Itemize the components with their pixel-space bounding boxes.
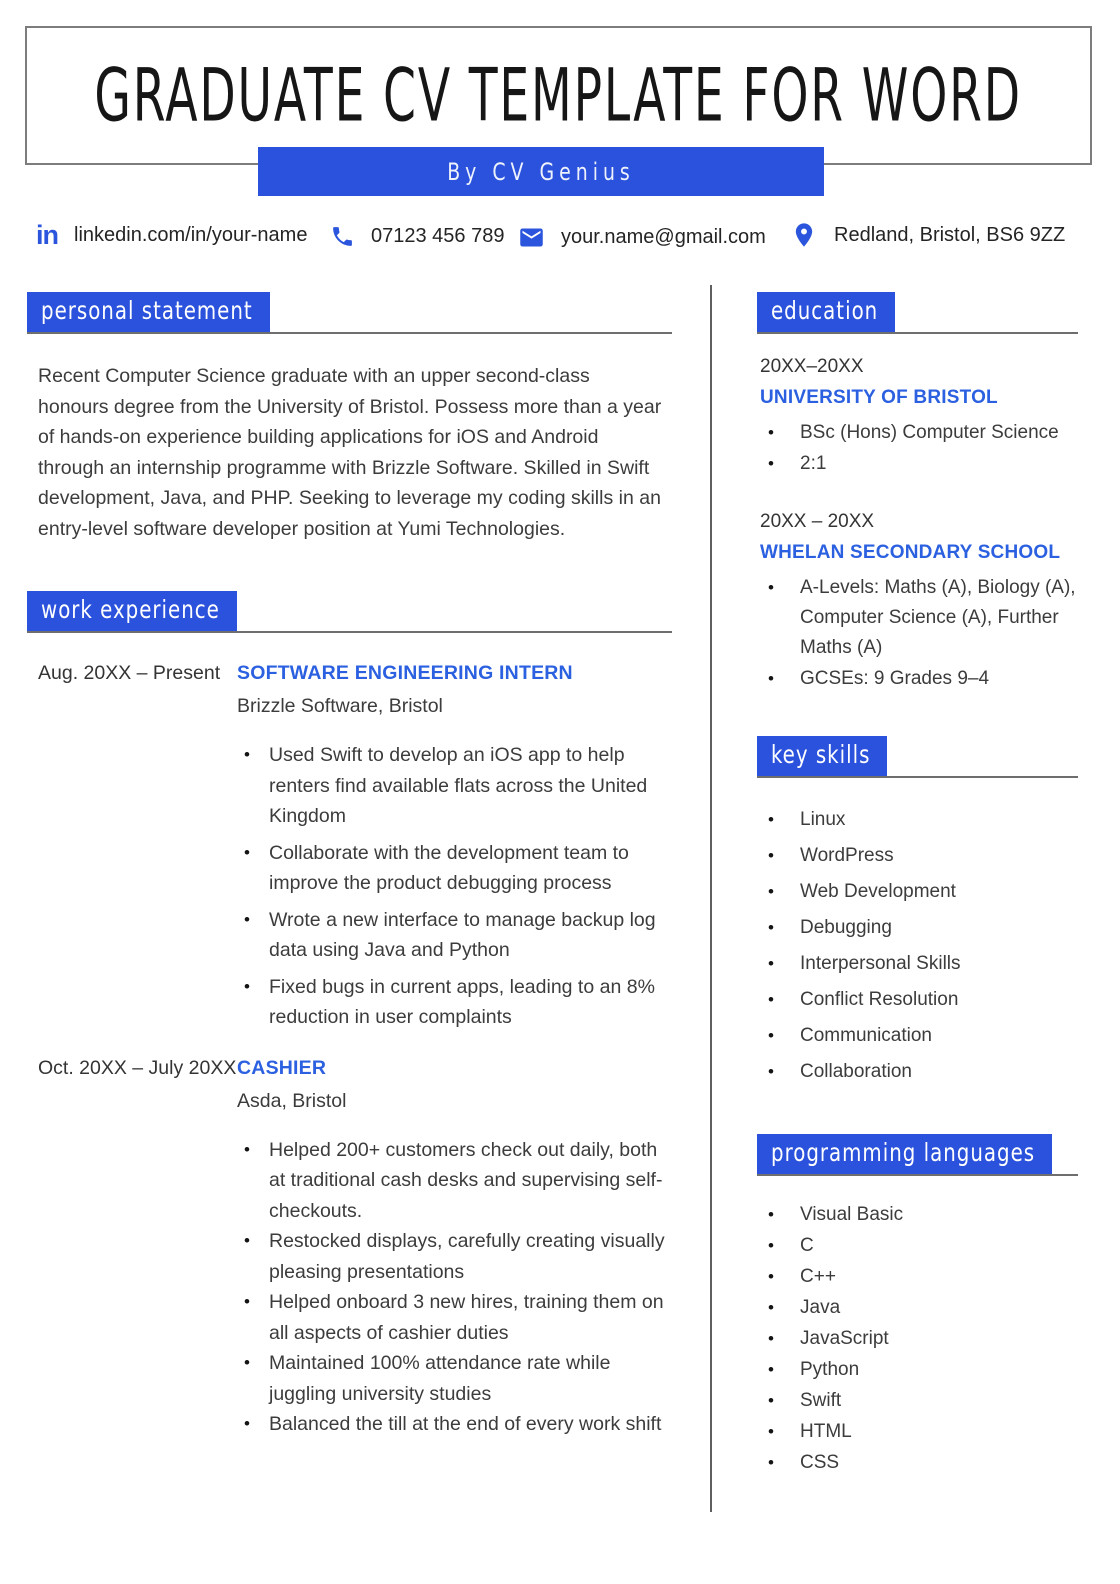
list-item-text: Linux <box>800 809 846 830</box>
list-item <box>237 1226 672 1287</box>
list-item <box>757 1386 1078 1416</box>
list-item-text: Conflict Resolution <box>800 989 959 1010</box>
list-item <box>757 1200 1078 1230</box>
job-entry <box>27 662 672 1039</box>
list-item-text: Debugging <box>800 917 892 938</box>
list-item <box>757 985 1078 1015</box>
list-item-text: Swift <box>800 1390 842 1411</box>
location-pin-icon <box>790 221 818 249</box>
list-item <box>757 664 1078 694</box>
bullet-icon: • <box>768 423 774 442</box>
education-dates: 20XX–20XX <box>760 356 864 377</box>
bullet-icon: • <box>768 882 774 901</box>
left-column <box>27 292 672 1440</box>
phone-icon <box>330 224 355 249</box>
list-item <box>757 1448 1078 1478</box>
education-school: UNIVERSITY OF BRISTOL <box>760 387 998 408</box>
bullet-icon: • <box>244 842 250 862</box>
list-item-text: 2:1 <box>800 453 827 474</box>
education-entry <box>757 356 1078 479</box>
list-item-text: Maintained 100% attendance rate while juggling university studies <box>269 1352 611 1405</box>
bullet-icon: • <box>768 918 774 937</box>
education-bullet-list <box>757 418 1078 479</box>
section-header-personal-statement <box>27 292 672 334</box>
bullet-icon: • <box>768 1267 774 1286</box>
job-company: Asda, Bristol <box>237 1089 347 1112</box>
job-bullet-list <box>237 740 672 1033</box>
section-tag-label: personal statement <box>41 297 253 326</box>
list-item-text: C++ <box>800 1266 836 1287</box>
bullet-icon: • <box>244 1353 250 1372</box>
list-item-text: WordPress <box>800 845 894 866</box>
list-item <box>757 1021 1078 1051</box>
section-tag <box>27 591 237 631</box>
list-item-text: Used Swift to develop an iOS app to help renters find available flats across the United Kingdom <box>269 744 648 827</box>
list-item-text: Communication <box>800 1025 932 1046</box>
personal-statement-body: Recent Computer Science graduate with an upper second-class honours degree from the University of Bristol. Possess more than a year of hands-on experience building applications for iOS and Android through an internship programme with Brizzle Software. Skilled in Swift development, Java, and PHP. Seeking to leverage my coding skills in an entry-level software developer position at Yumi Technologies. <box>38 365 662 540</box>
list-item-text: C <box>800 1235 814 1256</box>
list-item-text: Python <box>800 1359 860 1380</box>
byline-banner <box>258 147 824 196</box>
contact-phone <box>330 224 504 249</box>
bullet-icon: • <box>768 990 774 1009</box>
list-item <box>757 841 1078 871</box>
list-item-text: Web Development <box>800 881 956 902</box>
list-item-text: Wrote a new interface to manage backup log data using Java and Python <box>269 908 656 961</box>
list-item <box>757 1231 1078 1261</box>
section-tag <box>757 292 895 332</box>
bullet-icon: • <box>244 1292 250 1311</box>
job-title: SOFTWARE ENGINEERING INTERN <box>237 662 573 684</box>
list-item <box>237 1409 672 1440</box>
list-item <box>237 1135 672 1227</box>
job-bullet-list <box>237 1135 672 1440</box>
list-item <box>757 877 1078 907</box>
section-tag <box>757 736 887 776</box>
bullet-icon: • <box>244 909 250 929</box>
section-tag-label: programming languages <box>771 1139 1036 1168</box>
bullet-icon: • <box>244 976 250 996</box>
education-school: WHELAN SECONDARY SCHOOL <box>760 542 1061 563</box>
list-item <box>757 1293 1078 1323</box>
bullet-icon: • <box>768 1205 774 1224</box>
list-item-text: HTML <box>800 1421 852 1442</box>
list-item <box>757 1057 1078 1087</box>
section-tag <box>757 1134 1052 1174</box>
section-header-work-experience <box>27 591 672 633</box>
list-item-text: BSc (Hons) Computer Science <box>800 422 1059 443</box>
right-column <box>757 292 1078 1479</box>
section-tag-label: education <box>771 297 879 326</box>
email-text: your.name@gmail.com <box>561 226 766 248</box>
key-skills-list <box>757 805 1078 1087</box>
section-header-education <box>757 292 1078 334</box>
list-item <box>757 1417 1078 1447</box>
bullet-icon: • <box>768 1391 774 1410</box>
list-item <box>757 805 1078 835</box>
section-header-key-skills <box>757 736 1078 778</box>
list-item <box>237 905 672 966</box>
list-item-text: CSS <box>800 1452 840 1473</box>
job-details <box>237 662 672 1039</box>
list-item <box>237 740 672 832</box>
column-divider <box>710 285 712 1512</box>
list-item <box>237 972 672 1033</box>
contact-email <box>518 224 766 251</box>
mail-icon <box>518 224 545 251</box>
contact-linkedin <box>36 220 307 251</box>
header-title-box <box>25 26 1092 165</box>
list-item <box>237 838 672 899</box>
list-item-text: Java <box>800 1297 841 1318</box>
contact-row <box>0 218 1120 258</box>
bullet-icon: • <box>768 810 774 829</box>
phone-text: 07123 456 789 <box>371 225 505 247</box>
section-tag-label: work experience <box>41 596 220 625</box>
job-entry <box>27 1057 672 1440</box>
bullet-icon: • <box>768 1453 774 1472</box>
list-item <box>757 1262 1078 1292</box>
bullet-icon: • <box>768 1329 774 1348</box>
list-item-text: Collaborate with the development team to improve the product debugging process <box>269 841 629 894</box>
bullet-icon: • <box>244 745 250 764</box>
bullet-icon: • <box>768 954 774 973</box>
job-dates: Oct. 20XX – July 20XX <box>38 1056 237 1079</box>
list-item <box>757 449 1078 479</box>
job-company: Brizzle Software, Bristol <box>237 695 443 717</box>
bullet-icon: • <box>768 1298 774 1317</box>
bullet-icon: • <box>768 846 774 865</box>
bullet-icon: • <box>768 1422 774 1441</box>
linkedin-icon: in <box>36 220 58 250</box>
list-item-text: Balanced the till at the end of every work shift <box>269 1413 662 1435</box>
job-dates: Aug. 20XX – Present <box>38 662 221 684</box>
list-item <box>757 949 1078 979</box>
bullet-icon: • <box>768 454 774 473</box>
section-tag-label: key skills <box>771 741 871 770</box>
list-item-text: GCSEs: 9 Grades 9–4 <box>800 668 990 689</box>
education-bullet-list <box>757 573 1078 694</box>
page-title: GRADUATE CV TEMPLATE FOR WORD <box>94 53 1023 138</box>
list-item-text: Helped 200+ customers check out daily, both at traditional cash desks and supervising self-checkouts. <box>269 1138 663 1222</box>
list-item-text: A-Levels: Maths (A), Biology (A), Computer Science (A), Further Maths (A) <box>800 577 1076 658</box>
section-header-programming-languages <box>757 1134 1078 1176</box>
list-item-text: Helped onboard 3 new hires, training them on all aspects of cashier duties <box>269 1291 664 1344</box>
bullet-icon: • <box>244 1414 250 1433</box>
job-details <box>237 1057 672 1440</box>
bullet-icon: • <box>768 1236 774 1255</box>
contact-location <box>790 221 1065 249</box>
education-entry <box>757 511 1078 694</box>
byline-text: By CV Genius <box>447 157 635 186</box>
bullet-icon: • <box>768 578 774 597</box>
list-item <box>237 1348 672 1409</box>
list-item <box>757 1324 1078 1354</box>
bullet-icon: • <box>768 1026 774 1045</box>
job-title: CASHIER <box>237 1056 327 1079</box>
bullet-icon: • <box>768 669 774 688</box>
list-item-text: Interpersonal Skills <box>800 953 961 974</box>
bullet-icon: • <box>768 1360 774 1379</box>
list-item-text: Restocked displays, carefully creating visually pleasing presentations <box>269 1230 665 1283</box>
list-item <box>757 573 1078 663</box>
list-item <box>757 913 1078 943</box>
list-item-text: Visual Basic <box>800 1204 904 1225</box>
education-dates: 20XX – 20XX <box>760 511 875 532</box>
section-tag <box>27 292 270 332</box>
linkedin-text: linkedin.com/in/your-name <box>74 224 308 246</box>
bullet-icon: • <box>768 1062 774 1081</box>
programming-languages-list <box>757 1200 1078 1478</box>
bullet-icon: • <box>244 1231 250 1250</box>
location-text: Redland, Bristol, BS6 9ZZ <box>834 223 1066 246</box>
list-item <box>757 1355 1078 1385</box>
list-item-text: Collaboration <box>800 1061 912 1082</box>
list-item <box>237 1287 672 1348</box>
bullet-icon: • <box>244 1139 250 1159</box>
list-item <box>757 418 1078 448</box>
list-item-text: JavaScript <box>800 1328 889 1349</box>
list-item-text: Fixed bugs in current apps, leading to an 8% reduction in user complaints <box>269 975 655 1028</box>
